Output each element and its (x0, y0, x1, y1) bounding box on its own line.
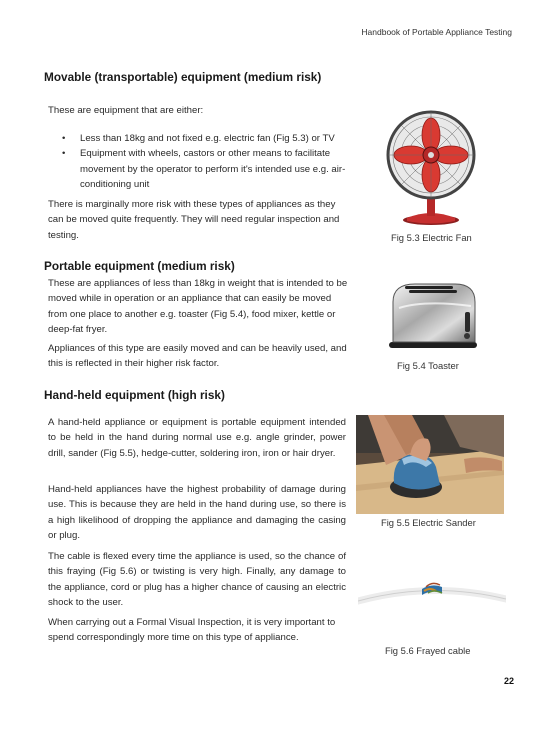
figure-caption: Fig 5.3 Electric Fan (391, 232, 472, 243)
section-heading-movable: Movable (transportable) equipment (medium risk) (44, 70, 322, 84)
electric-sander-image (356, 415, 504, 514)
figure-caption: Fig 5.5 Electric Sander (381, 517, 476, 528)
section-heading-portable: Portable equipment (medium risk) (44, 259, 235, 273)
section-intro: These are equipment that are either: (48, 105, 204, 116)
frayed-cable-image (358, 571, 506, 613)
list-item: • Less than 18kg and not fixed e.g. electric fan (Fig 5.3) or TV (48, 131, 348, 146)
section-paragraph: Appliances of this type are easily moved and can be heavily used, and this is reflected in their higher risk factor. (48, 343, 347, 370)
list-item: • Equipment with wheels, castors or other means to facilitate movement by the operator to perform it's intended use e.g. air-conditioning unit (48, 146, 348, 192)
running-header: Handbook of Portable Appliance Testing (361, 27, 512, 37)
section-paragraph: When carrying out a Formal Visual Inspection, it is very important to spend correspondingly more time on this type of appliance. (48, 617, 336, 644)
section-heading-hand-held: Hand-held equipment (high risk) (44, 388, 225, 402)
section-paragraph: A hand-held appliance or equipment is portable equipment intended to be held in the hand during normal use e.g. angle grinder, power drill, sander (Fig 5.5), hedge-cutter, soldering iron, iron or hair dryer. (48, 417, 346, 459)
figure-caption: Fig 5.4 Toaster (397, 360, 459, 371)
section-paragraph: The cable is flexed every time the appliance is used, so the chance of this fraying (Fig 5.6) or twisting is very high. Finally, any damage to the appliance, cord or plug has a higher chance of causing an electric shock to the user. (48, 551, 346, 609)
electric-fan-image (384, 108, 480, 226)
bullet-list (48, 131, 348, 193)
toaster-image (385, 278, 481, 352)
figure-caption: Fig 5.6 Frayed cable (385, 645, 471, 656)
page-number: 22 (503, 676, 514, 686)
section-paragraph: Hand-held appliances have the highest probability of damage during use. This is because they are held in the hand during use, so there is a high likelihood of dropping the appliance and damaging the casing or plug. (48, 484, 346, 542)
section-paragraph: There is marginally more risk with these types of appliances as they can be moved quite frequently. They will need regular inspection and testing. (48, 199, 340, 241)
section-paragraph: These are appliances of less than 18kg in weight that is intended to be moved while in operation or an appliance that can easily be moved from one place to another e.g. toaster (Fig 5.4), food mixer, kettle or deep-fat fryer. (48, 278, 348, 336)
